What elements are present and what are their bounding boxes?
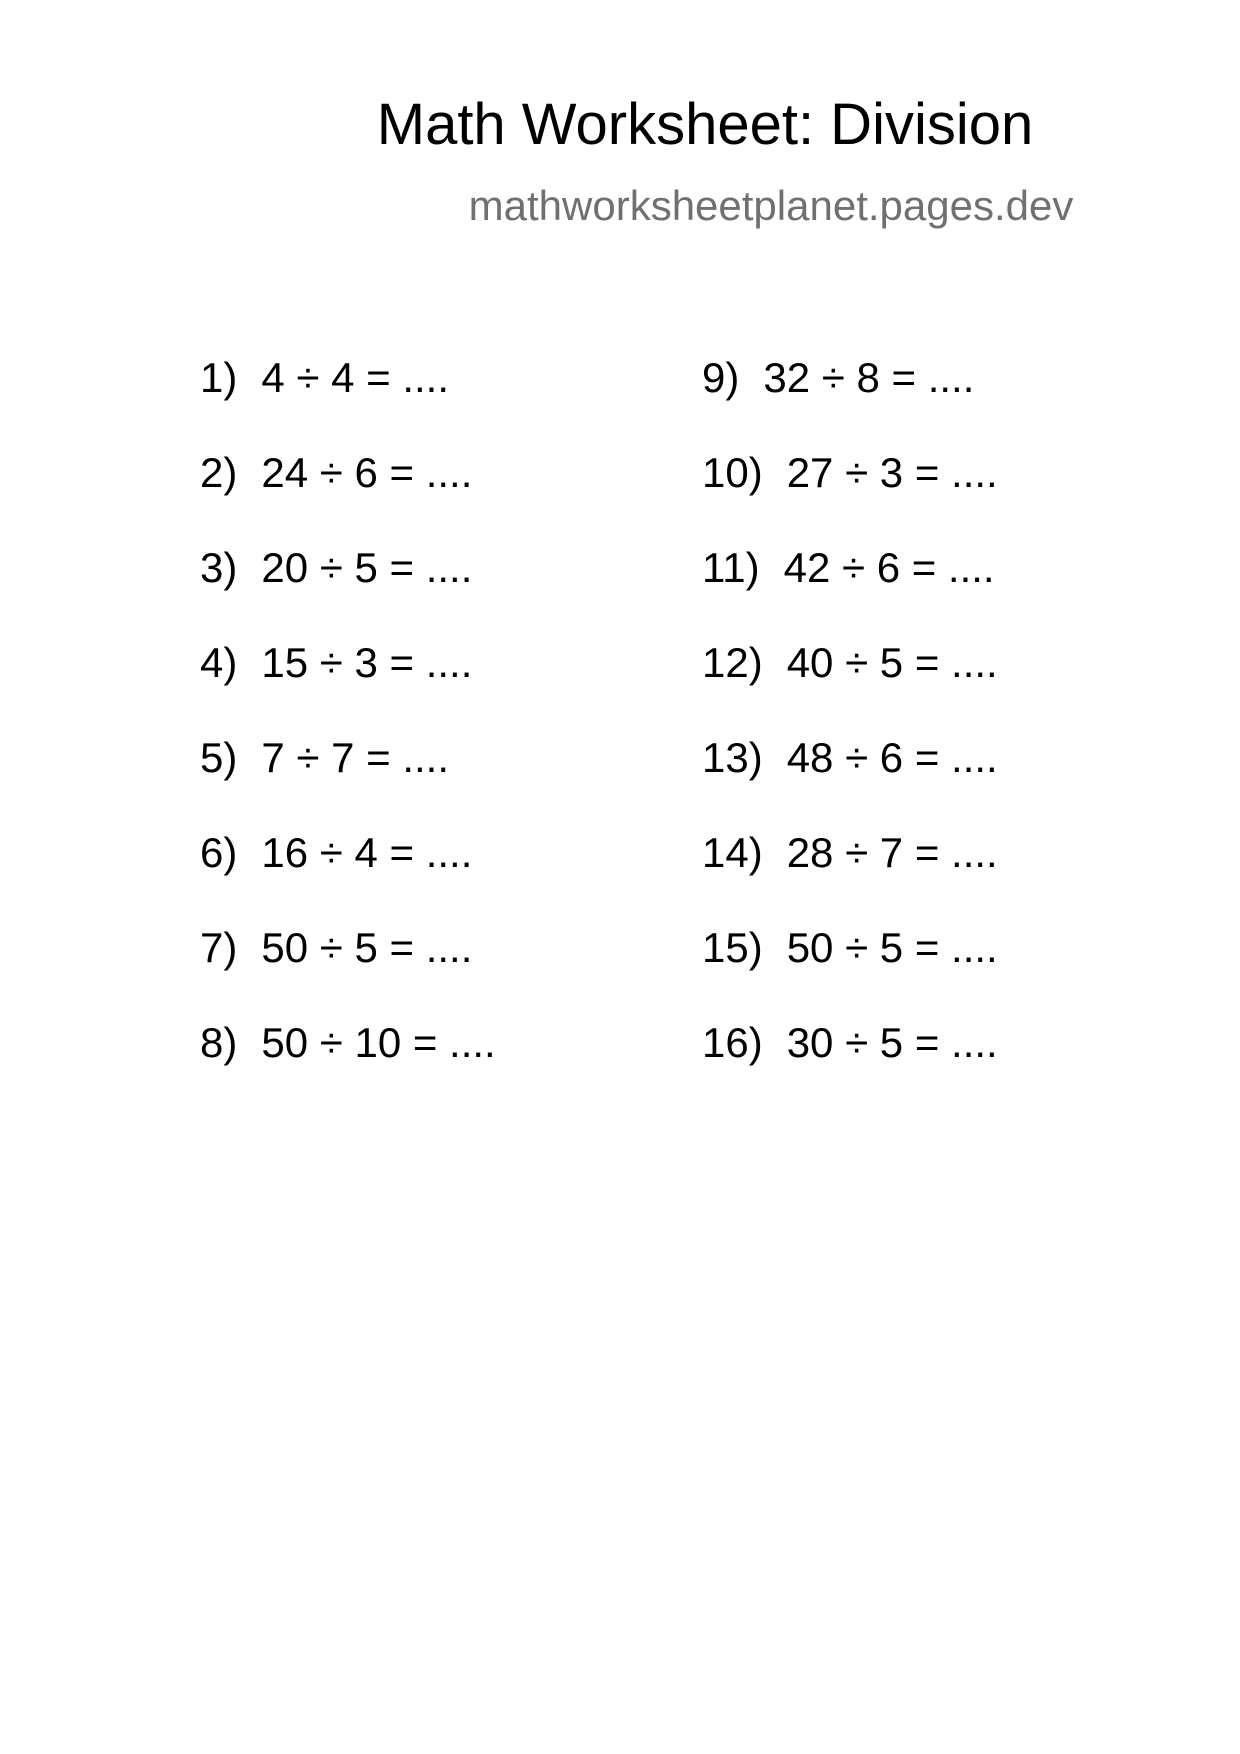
problem-item <box>702 449 998 496</box>
problem-number: 3) <box>200 544 238 591</box>
problem-item <box>702 829 998 876</box>
problem-item <box>200 734 450 781</box>
problem-number: 11) <box>702 544 760 591</box>
problem-number: 6) <box>200 829 238 876</box>
problem-item <box>200 544 473 591</box>
problem-number: 13) <box>702 734 763 781</box>
problem-item <box>702 544 995 591</box>
page-title: Math Worksheet: Division <box>376 92 1034 157</box>
problem-item <box>200 829 473 876</box>
problem-number: 9) <box>702 354 740 401</box>
problem-expression: 48 ÷ 6 = .... <box>786 734 998 781</box>
problem-item <box>200 1019 496 1066</box>
problem-expression: 42 ÷ 6 = .... <box>783 544 995 591</box>
problem-item <box>200 924 473 971</box>
problem-number: 7) <box>200 924 238 971</box>
problem-expression: 40 ÷ 5 = .... <box>786 639 998 686</box>
problem-item <box>702 734 998 781</box>
page-subtitle: mathworksheetplanet.pages.dev <box>468 182 1074 229</box>
problem-number: 12) <box>702 639 763 686</box>
problem-number: 15) <box>702 924 763 971</box>
problem-item <box>702 639 998 686</box>
problem-item <box>200 639 473 686</box>
problem-number: 10) <box>702 449 763 496</box>
problem-expression: 27 ÷ 3 = .... <box>786 449 998 496</box>
problem-number: 14) <box>702 829 763 876</box>
problem-item <box>200 449 473 496</box>
problem-expression: 7 ÷ 7 = .... <box>261 734 450 781</box>
problem-expression: 15 ÷ 3 = .... <box>261 639 473 686</box>
problem-expression: 20 ÷ 5 = .... <box>261 544 473 591</box>
problem-expression: 50 ÷ 5 = .... <box>261 924 473 971</box>
problem-expression: 4 ÷ 4 = .... <box>261 354 450 401</box>
problem-number: 2) <box>200 449 238 496</box>
problem-expression: 50 ÷ 10 = .... <box>261 1019 496 1066</box>
problem-expression: 30 ÷ 5 = .... <box>786 1019 998 1066</box>
problem-number: 5) <box>200 734 238 781</box>
problem-number: 1) <box>200 354 238 401</box>
problem-expression: 50 ÷ 5 = .... <box>786 924 998 971</box>
problem-expression: 28 ÷ 7 = .... <box>786 829 998 876</box>
problem-number: 8) <box>200 1019 238 1066</box>
problem-item <box>702 924 998 971</box>
problem-number: 16) <box>702 1019 763 1066</box>
problem-item <box>702 354 975 401</box>
problem-expression: 16 ÷ 4 = .... <box>261 829 473 876</box>
problem-expression: 32 ÷ 8 = .... <box>763 354 975 401</box>
problem-item <box>200 354 450 401</box>
problem-number: 4) <box>200 639 238 686</box>
problem-item <box>702 1019 998 1066</box>
problem-expression: 24 ÷ 6 = .... <box>261 449 473 496</box>
